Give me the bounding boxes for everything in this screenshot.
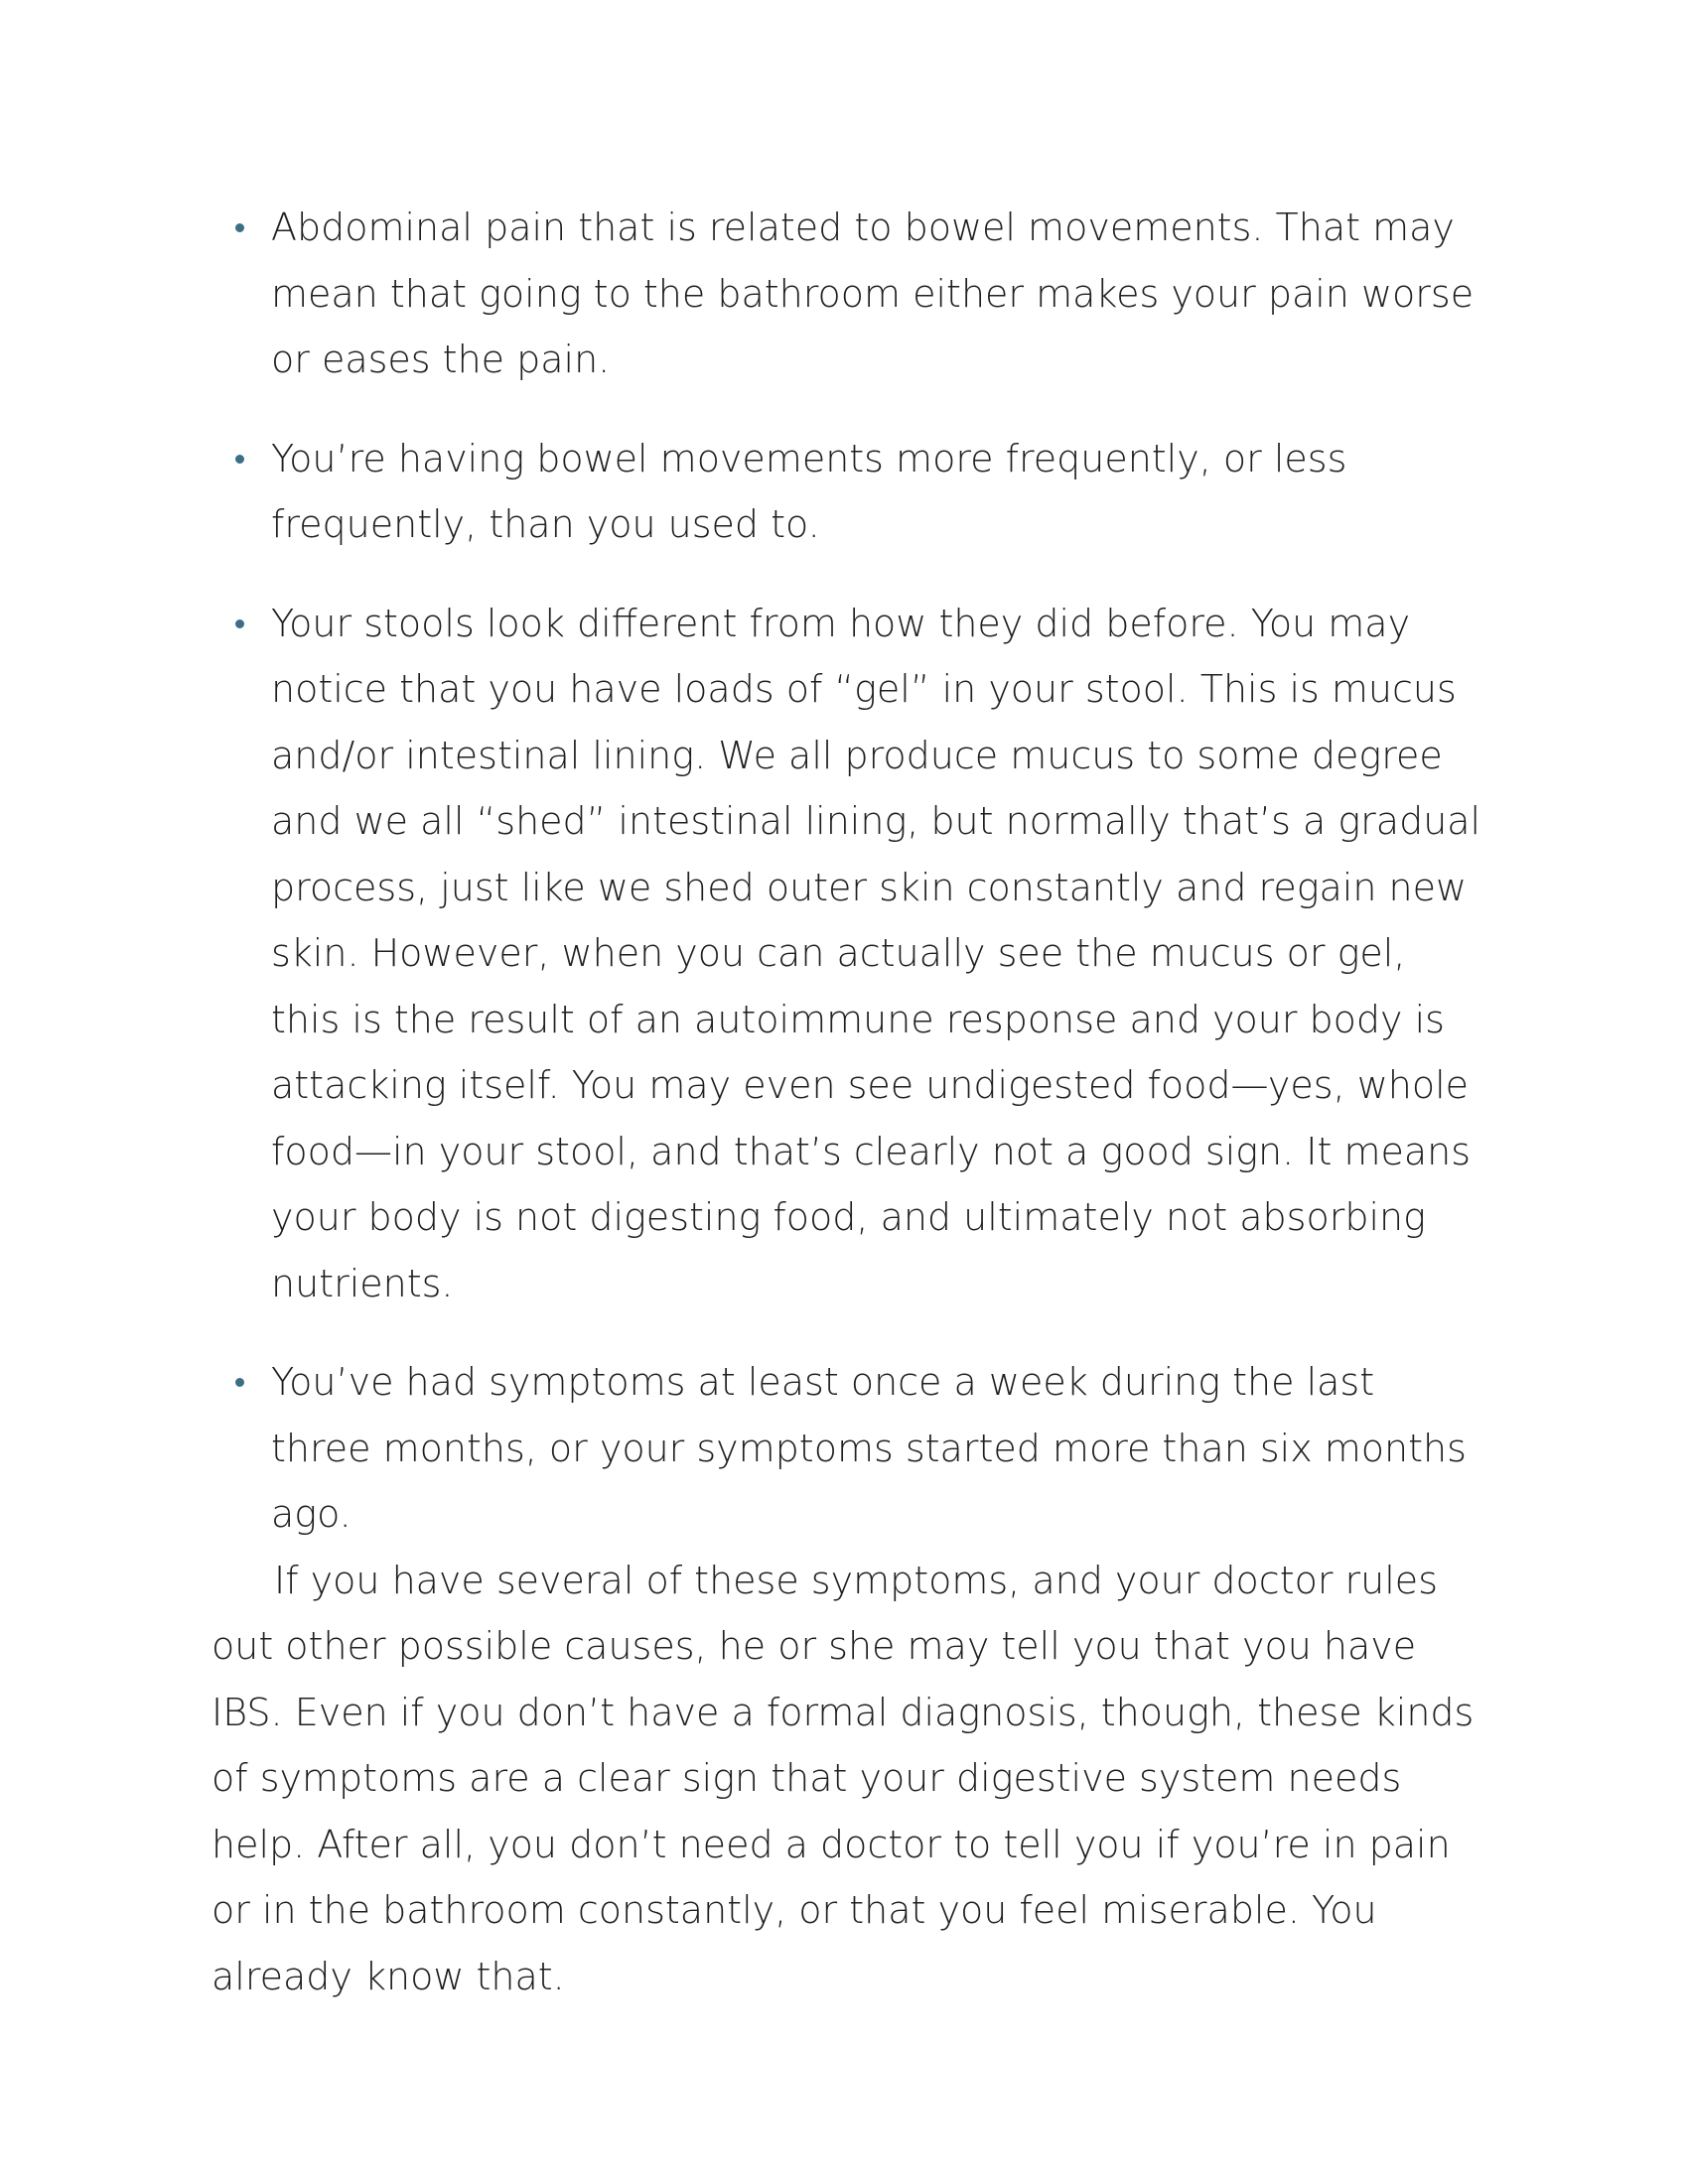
list-item-text: You’re having bowel movements more frequently, or less frequently, than you used to. bbox=[271, 436, 1347, 546]
list-item-text: Abdominal pain that is related to bowel movements. That may mean that going to the bathroom either makes your pain worse or eases the pain. bbox=[271, 205, 1475, 381]
bullet-icon bbox=[235, 455, 244, 464]
bullet-icon bbox=[235, 619, 244, 628]
list-item bbox=[211, 591, 1482, 1317]
bullet-icon bbox=[235, 1378, 244, 1387]
list-item-text: You’ve had symptoms at least once a week during the last three months, or your symptoms started more than six months ago. bbox=[271, 1360, 1467, 1536]
body-paragraph: If you have several of these symptoms, and your doctor rules out other possible causes, he or she may tell you that you have IBS. Even if you don’t have a formal diagnosis, though, these kinds of symptoms are a clear sign that your digestive system needs help. After all, you don’t need a doctor to tell you if you’re in pain or in the bathroom constantly, or that you feel miserable. You already know that. bbox=[211, 1558, 1475, 1998]
list-item bbox=[211, 426, 1482, 558]
page-content bbox=[211, 195, 1482, 2009]
list-item bbox=[211, 1349, 1482, 1548]
symptom-list bbox=[211, 195, 1482, 1548]
list-item bbox=[211, 195, 1482, 393]
bullet-icon bbox=[235, 223, 244, 232]
list-item-text: Your stools look different from how they did before. You may notice that you have loads of “gel” in your stool. This is mucus and/or intestinal lining. We all produce mucus to some degree and we all “shed” intestinal lining, but normally that’s a gradual process, just like we shed outer skin constantly and regain new skin. However, when you can actually see the mucus or gel, this is the result of an autoimmune response and your body is attacking itself. You may even see undigested food—yes, whole food—in your stool, and that’s clearly not a good sign. It means your body is not digesting food, and ultimately not absorbing nutrients. bbox=[271, 601, 1481, 1305]
